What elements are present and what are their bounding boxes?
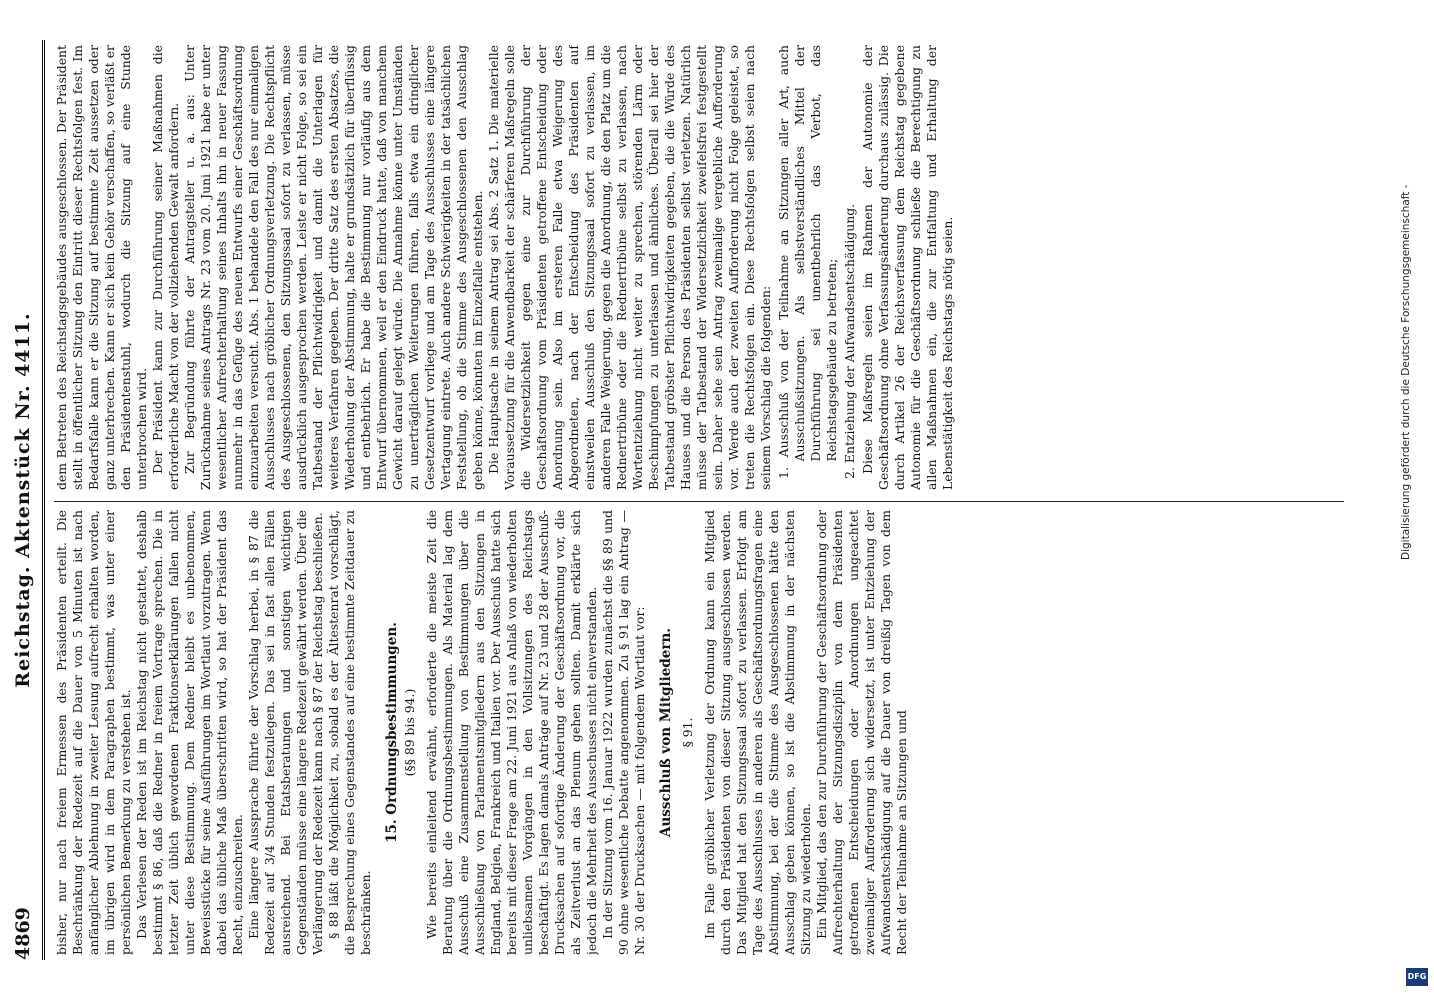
left-column xyxy=(54,510,1344,955)
paragraph: Der Präsident kann zur Durchführung seiner Maßnahmen die erforderliche Macht von der vollziehenden Gewalt anfordern. xyxy=(150,45,181,490)
paragraph: dem Betreten des Reichstagsgebäudes ausgeschlossen. Der Präsident stellt in öffentlicher Sitzung den Eintritt dieser Rechtsfolgen fest. Im Bedarfsfalle kann er die Sitzung auf bestimmte Zeit aussetzen oder ganz unterbrechen. Kann er sich kein Gehör verschaffen, so verläßt er den Präsidentenstuhl, wodurch die Sitzung auf eine Stunde unterbrochen wird. xyxy=(54,45,149,490)
page-title: Reichstag. Aktenstück Nr. 4411. xyxy=(12,312,34,688)
paragraph: Diese Maßregeln seien im Rahmen der Autonomie der Geschäftsordnung ohne Verfassungsänderung durchaus zulässig. Die durch Artikel 26 der Reichsverfassung dem Reichstag gegebene Autonomie für die Geschäftsordnung schließe die Berechtigung zu allen Maßnahmen ein, die zur Entfaltung und Erhaltung der Lebenstätigkeit des Reichstags nötig seien. xyxy=(860,45,955,490)
paragraph: bisher, nur nach freiem Ermessen des Präsidenten erteilt. Die Beschränkung der Redezeit auf die Dauer von 5 Minuten ist nach anfänglicher Ablehnung in zweiter Lesung aufrecht erhalten worden, im übrigen wird in dem Paragraphen bestimmt, was unter einer persönlichen Bemerkung zu verstehen ist. xyxy=(54,510,133,955)
page-header xyxy=(12,40,38,960)
paragraph: Das Verlesen der Reden ist im Reichstag nicht gestattet, deshalb bestimmt § 86, daß die Redner in freiem Vortrage sprechen. Die in letzter Zeit üblich gewordenen Fraktionserklärungen fallen nicht unter diese Bestimmung. Dem Redner bleibt es unbenommen, Beweisstücke für seine Ausführungen im Wortlaut vorzutragen. Wenn dabei das übliche Maß überschritten wird, so hat der Präsident das Recht, einzuschreiten. xyxy=(134,510,245,955)
paragraph: Wie bereits einleitend erwähnt, erforderte die meiste Zeit die Beratung über die Ordnungsbestimmungen. Als Material lag dem Ausschuß eine Zusammenstellung von Bestimmungen über die Ausschließung von Parlamentsmitgliedern aus den Sitzungen in England, Belgien, Frankreich und Italien vor. Der Ausschuß hatte sich bereits mit dieser Frage am 22. Juni 1921 aus Anlaß von wiederholten unliebsamen Vorgängen in den Vollsitzungen des Reichstags beschäftigt. Es lagen damals Anträge auf Nr. 23 und 28 der Ausschuß-Drucksachen auf sofortige Änderung der Geschäftsordnung vor, die als Zeitverlust an das Plenum gehen sollten. Damit erklärte sich jedoch die Mehrheit des Ausschusses nicht einverstanden. xyxy=(424,510,599,955)
paragraph: Eine längere Aussprache führte der Vorschlag herbei, in § 87 die Redezeit auf 3/4 Stunden festzulegen. Das sei in fast allen Fällen ausreichend. Bei Etatsberatungen und sonstigen wichtigen Gegenständen müsse eine längere Redezeit gewährt werden. Über die Verlängerung der Redezeit kann nach § 87 der Reichstag beschließen. xyxy=(246,510,325,955)
right-column xyxy=(54,45,1344,490)
paragraph: § 88 läßt die Möglichkeit zu, sobald es der Ältestenrat vorschlägt, die Besprechung eines Gegenstandes auf eine bestimmte Zeitdauer zu beschränken. xyxy=(326,510,373,955)
paragraph: In der Sitzung vom 16. Januar 1922 wurden zunächst die §§ 89 und 90 ohne wesentliche Debatte angenommen. Zu § 91 lag ein Antrag — Nr. 30 der Drucksachen — mit folgendem Wortlaut vor: xyxy=(600,510,647,955)
section-heading: Ausschluß von Mitgliedern. xyxy=(658,627,674,838)
list-item: 2. Entziehung der Aufwandsentschädigung. xyxy=(842,203,857,479)
section-heading: 15. Ordnungsbestimmungen. xyxy=(384,622,400,843)
paragraph-mark: § 91. xyxy=(680,717,695,748)
list-item: 1. Ausschluß von der Teilnahme an Sitzungen aller Art, auch Ausschußsitzungen. Als selbstverständliches Mittel der Durchführung sei unentbehrlich das Verbot, das Reichstagsgebäude zu betreten; xyxy=(776,45,839,479)
paragraph: Die Hauptsache in seinem Antrag sei Abs. 2 Satz 1. Die materielle Voraussetzung für die Anwendbarkeit der schärferen Maßregeln solle die Widersetzlichkeit gegen eine zur Durchführung der Geschäftsordnung vom Präsidenten getroffene Entscheidung oder Anordnung sein. Also im ersteren Falle etwa Weigerung des Abgeordneten, nach der Entscheidung des Präsidenten auf einstweilen Ausschluß den Sitzungssaal sofort zu verlassen, im anderen Falle Weigerung, gegen die Anordnung, die den Platz um die Rednertribüne oder die Rednertribüne selbst zu verlassen, nach Wortentziehung nicht weiter zu sprechen, störenden Lärm oder Beschimpfungen zu unterlassen und ähnliches. Überall sei hier der Tatbestand gröbster Pflichtwidrigkeiten gegeben, die die Würde des Hauses und die Person des Präsidenten selbst verletzen. Natürlich müsse der Tatbestand der Widersetzlichkeit zweifelsfrei festgestellt sein. Daher sehe sein Antrag zweimalige vergebliche Aufforderung vor. Werde auch der zweiten Aufforderung nicht Folge geleistet, so treten die Rechtsfolgen ein. Diese Rechtsfolgen selbst seien nach seinem Vorschlag die folgenden: xyxy=(486,45,773,490)
column-divider xyxy=(54,501,1344,502)
page-number: 4869 xyxy=(12,907,34,960)
paragraph: Ein Mitglied, das den zur Durchführung der Geschäftsordnung oder Aufrechterhaltung der Sitzungsdisziplin von dem Präsidenten getroffenen Entscheidungen oder Anordnungen ungeachtet zweimaliger Aufforderung sich widersetzt, ist unter Entziehung der Aufwandsentschädigung auf die Dauer von dreißig Tagen von dem Recht der Teilnahme an Sitzungen und xyxy=(814,510,909,955)
section-subheading: (§§ 89 bis 94.) xyxy=(402,688,417,777)
header-rule xyxy=(42,40,45,960)
paragraph: Im Falle gröblicher Verletzung der Ordnung kann ein Mitglied durch den Präsidenten von dieser Sitzung ausgeschlossen werden. Das Mitglied hat den Sitzungssaal sofort zu verlassen. Erfolgt am Tage des Ausschlusses in anderen als Geschäftsordnungsfragen eine Abstimmung, bei der die Stimme des Ausgeschlossenen hätte den Ausschlag geben können, so ist die Abstimmung in der nächsten Sitzung zu wiederholen. xyxy=(702,510,813,955)
dfg-logo-icon: DFG xyxy=(1406,968,1428,986)
digitization-credit: Digitalisierung gefördert durch die Deutsche Forschungsgemeinschaft - xyxy=(1400,184,1412,560)
paragraph: Zur Begründung führte der Antragsteller u. a. aus: Unter Zurücknahme seines Antrags Nr. 23 vom 20. Juni 1921 habe er unter wesentlicher Aufrechterhaltung seines Inhalts ihn in neuer Fassung nunmehr in das Gefüge des neuen Entwurfs einer Geschäftsordnung einzuarbeiten versucht. Abs. 1 behandele den Fall des nur einmaligen Ausschlusses nach gröblicher Ordnungsverletzung. Die Rechtspflicht des Ausgeschlossenen, den Sitzungssaal sofort zu verlassen, müsse ausdrücklich ausgesprochen werden. Leiste er nicht Folge, so sei ein Tatbestand der Pflichtwidrigkeit und damit die Unterlagen für weiteres Verfahren gegeben. Der dritte Satz des ersten Absatzes, die Wiederholung der Abstimmung, halte er grundsätzlich für überflüssig und entbehrlich. Er habe die Bestimmung nur vorläufig aus dem Entwurf übernommen, weil er den Eindruck hatte, daß von manchem Gewicht darauf gelegt würde. Die Annahme könne unter Umständen zu unerträglichen Weiterungen führen, falls etwa ein dringlicher Gesetzentwurf vorliege und am Tage des Ausschlusses eine längere Vertagung eintrete. Auch andere Schwierigkeiten in der tatsächlichen Feststellung, ob die Stimme des Ausgeschlossenen den Ausschlag geben könne, könnten im Einzelfalle entstehen. xyxy=(182,45,485,490)
